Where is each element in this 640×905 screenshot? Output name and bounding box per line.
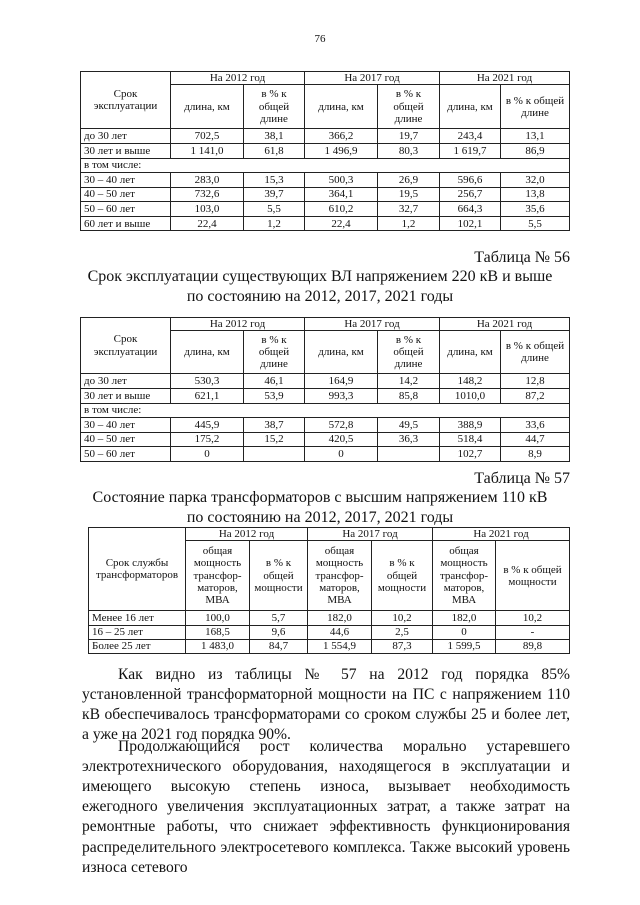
table-57	[88, 527, 570, 654]
subheading-cell: в том числе:	[81, 403, 570, 418]
value-cell: 364,1	[305, 187, 378, 202]
sub-header-percent: в % к общей длине	[378, 85, 440, 129]
value-cell: 87,2	[501, 388, 570, 403]
value-cell: 1 496,9	[305, 143, 378, 158]
row-label-cell: 60 лет и выше	[81, 216, 171, 231]
row-header-label: Срок службы трансформаторов	[89, 528, 186, 611]
value-cell	[378, 447, 440, 462]
page-number: 76	[314, 33, 326, 45]
group-header: На 2012 год	[171, 72, 305, 85]
value-cell: 15,2	[244, 432, 305, 447]
value-cell: 32,7	[378, 202, 440, 217]
row-label-cell: 30 лет и выше	[81, 388, 171, 403]
value-cell: 44,6	[308, 625, 372, 639]
value-cell: 445,9	[171, 418, 244, 433]
row-label-cell: 30 – 40 лет	[81, 173, 171, 188]
table-57-title-line1: Состояние парка трансформаторов с высшим напряжением 110 кВ	[92, 489, 548, 506]
value-cell: 86,9	[501, 143, 570, 158]
value-cell: 19,7	[378, 129, 440, 144]
sub-header-percent: в % к общей длине	[378, 331, 440, 374]
value-cell: 100,0	[186, 611, 250, 625]
value-cell: 33,6	[501, 418, 570, 433]
value-cell: 182,0	[433, 611, 496, 625]
table-row	[89, 625, 570, 639]
value-cell: 46,1	[244, 374, 305, 389]
table-57-title	[60, 488, 580, 528]
table-row	[89, 639, 570, 653]
paragraph: Как видно из таблицы № 57 на 2012 год порядка 85% установленной трансформаторной мощности на ПС с напряжением 110 кВ обеспечивалось трансформаторами со сроком службы 25 и более лет, а уже на 2021 год порядка 90%.	[82, 666, 570, 744]
table-57-title-line2: по состоянию на 2012, 2017, 2021 годы	[186, 509, 454, 526]
value-cell: 53,9	[244, 388, 305, 403]
row-header-label: Срок эксплуатации	[81, 318, 171, 374]
value-cell: 420,5	[305, 432, 378, 447]
group-header: На 2017 год	[305, 318, 440, 331]
value-cell: 44,7	[501, 432, 570, 447]
value-cell: 35,6	[501, 202, 570, 217]
group-header: На 2012 год	[171, 318, 305, 331]
value-cell: 1010,0	[440, 388, 501, 403]
value-cell: 168,5	[186, 625, 250, 639]
value-cell: 19,5	[378, 187, 440, 202]
sub-header-length: длина, км	[305, 85, 378, 129]
table-row	[81, 388, 570, 403]
value-cell: 5,7	[250, 611, 308, 625]
value-cell: 9,6	[250, 625, 308, 639]
value-cell: 500,3	[305, 173, 378, 188]
row-label-cell: Менее 16 лет	[89, 611, 186, 625]
table-row	[81, 374, 570, 389]
value-cell: 89,8	[496, 639, 570, 653]
table-row	[89, 611, 570, 625]
sub-header-percent: в % к общей длине	[244, 331, 305, 374]
value-cell: 10,2	[372, 611, 433, 625]
value-cell: 10,2	[496, 611, 570, 625]
value-cell: 702,5	[171, 129, 244, 144]
value-cell: 664,3	[440, 202, 501, 217]
value-cell: 39,7	[244, 187, 305, 202]
value-cell: 80,3	[378, 143, 440, 158]
row-label-cell: до 30 лет	[81, 129, 171, 144]
sub-header-percent: в % к общей длине	[501, 85, 570, 129]
row-label-cell: 30 – 40 лет	[81, 418, 171, 433]
value-cell: 2,5	[372, 625, 433, 639]
sub-header-length: длина, км	[171, 331, 244, 374]
group-header: На 2017 год	[305, 72, 440, 85]
value-cell: 22,4	[171, 216, 244, 231]
value-cell: -	[496, 625, 570, 639]
group-header: На 2012 год	[186, 528, 308, 541]
value-cell: 610,2	[305, 202, 378, 217]
table-row	[81, 403, 570, 418]
row-header-label: Срок эксплуатации	[81, 72, 171, 129]
value-cell: 1 554,9	[308, 639, 372, 653]
value-cell: 164,9	[305, 374, 378, 389]
table-56-title-line2: по состоянию на 2012, 2017, 2021 годы	[186, 288, 454, 305]
value-cell: 596,6	[440, 173, 501, 188]
row-label-cell: 50 – 60 лет	[81, 202, 171, 217]
table-row	[81, 447, 570, 462]
value-cell: 61,8	[244, 143, 305, 158]
table-56	[80, 317, 570, 462]
value-cell: 102,1	[440, 216, 501, 231]
value-cell: 366,2	[305, 129, 378, 144]
table-row	[81, 173, 570, 188]
table-row	[81, 202, 570, 217]
value-cell: 1 483,0	[186, 639, 250, 653]
value-cell: 182,0	[308, 611, 372, 625]
value-cell: 15,3	[244, 173, 305, 188]
sub-header-percent: в % к общей длине	[501, 331, 570, 374]
sub-header-length: длина, км	[305, 331, 378, 374]
row-label-cell: Более 25 лет	[89, 639, 186, 653]
sub-header-percent: в % к общей мощности	[496, 541, 570, 611]
value-cell: 8,9	[501, 447, 570, 462]
value-cell: 36,3	[378, 432, 440, 447]
value-cell: 13,1	[501, 129, 570, 144]
value-cell: 243,4	[440, 129, 501, 144]
value-cell: 1 141,0	[171, 143, 244, 158]
value-cell: 13,8	[501, 187, 570, 202]
table-56-title-line1: Срок эксплуатации существующих ВЛ напряжением 220 кВ и выше	[87, 268, 553, 285]
table-row	[81, 129, 570, 144]
table-row	[81, 158, 570, 173]
table-row	[81, 143, 570, 158]
sub-header-power: общая мощность трансфор-маторов, МВА	[433, 541, 496, 611]
value-cell: 85,8	[378, 388, 440, 403]
table-row	[81, 432, 570, 447]
row-label-cell: 16 – 25 лет	[89, 625, 186, 639]
sub-header-power: общая мощность трансфор-маторов, МВА	[308, 541, 372, 611]
value-cell: 103,0	[171, 202, 244, 217]
value-cell: 26,9	[378, 173, 440, 188]
value-cell: 518,4	[440, 432, 501, 447]
value-cell: 1 619,7	[440, 143, 501, 158]
sub-header-power: общая мощность трансфор-маторов, МВА	[186, 541, 250, 611]
value-cell: 1,2	[244, 216, 305, 231]
group-header: На 2021 год	[440, 72, 570, 85]
value-cell: 1,2	[378, 216, 440, 231]
subheading-cell: в том числе:	[81, 158, 570, 173]
value-cell: 22,4	[305, 216, 378, 231]
value-cell: 283,0	[171, 173, 244, 188]
row-label-cell: 40 – 50 лет	[81, 187, 171, 202]
table-row	[81, 418, 570, 433]
group-header: На 2021 год	[440, 318, 570, 331]
row-label-cell: 30 лет и выше	[81, 143, 171, 158]
sub-header-percent: в % к общей мощности	[372, 541, 433, 611]
value-cell: 0	[171, 447, 244, 462]
value-cell: 12,8	[501, 374, 570, 389]
row-label-cell: 40 – 50 лет	[81, 432, 171, 447]
value-cell: 32,0	[501, 173, 570, 188]
value-cell: 530,3	[171, 374, 244, 389]
sub-header-length: длина, км	[171, 85, 244, 129]
table-56-number: Таблица № 56	[474, 249, 570, 266]
value-cell: 732,6	[171, 187, 244, 202]
sub-header-percent: в % к общей длине	[244, 85, 305, 129]
sub-header-length: длина, км	[440, 331, 501, 374]
value-cell: 38,1	[244, 129, 305, 144]
value-cell: 572,8	[305, 418, 378, 433]
value-cell: 148,2	[440, 374, 501, 389]
value-cell: 0	[305, 447, 378, 462]
table-row	[81, 187, 570, 202]
table-56-title	[60, 267, 580, 307]
group-header: На 2021 год	[433, 528, 570, 541]
row-label-cell: 50 – 60 лет	[81, 447, 171, 462]
value-cell: 621,1	[171, 388, 244, 403]
value-cell: 1 599,5	[433, 639, 496, 653]
row-label-cell: до 30 лет	[81, 374, 171, 389]
value-cell: 49,5	[378, 418, 440, 433]
table-top	[80, 71, 570, 231]
sub-header-percent: в % к общей мощности	[250, 541, 308, 611]
value-cell: 0	[433, 625, 496, 639]
value-cell: 84,7	[250, 639, 308, 653]
value-cell: 256,7	[440, 187, 501, 202]
table-row	[81, 216, 570, 231]
value-cell: 87,3	[372, 639, 433, 653]
sub-header-length: длина, км	[440, 85, 501, 129]
value-cell: 38,7	[244, 418, 305, 433]
table-57-number: Таблица № 57	[474, 470, 570, 487]
value-cell: 993,3	[305, 388, 378, 403]
paragraph: Продолжающийся рост количества морально устаревшего электротехнического оборудования, находящегося в эксплуатации и имеющего высокую степень износа, вызывает необходимость ежегодного увеличения эксплуатационных затрат, а также затрат на ремонтные работы, что снижает эффективность функционирования распределительного электросетевого комплекса. Также высокий уровень износа сетевого	[82, 738, 570, 876]
value-cell: 14,2	[378, 374, 440, 389]
value-cell: 175,2	[171, 432, 244, 447]
group-header: На 2017 год	[308, 528, 433, 541]
value-cell: 388,9	[440, 418, 501, 433]
value-cell: 5,5	[244, 202, 305, 217]
value-cell: 102,7	[440, 447, 501, 462]
value-cell: 5,5	[501, 216, 570, 231]
value-cell	[244, 447, 305, 462]
